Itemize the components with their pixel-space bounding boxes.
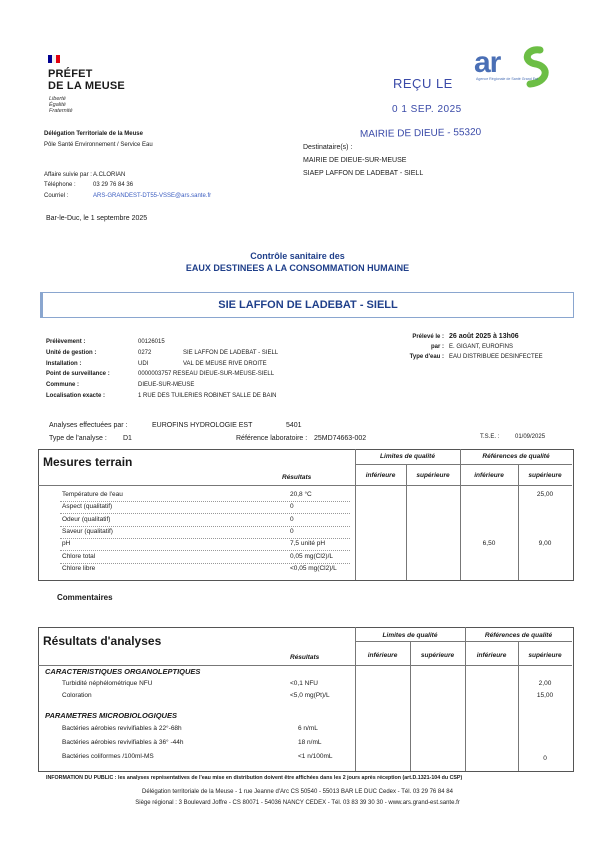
unite-name: SIE LAFFON DE LADEBAT - SIELL (183, 350, 279, 356)
ra-ref-inf-header: inférieure (476, 652, 507, 659)
mt-ref-sup-header: supérieure (528, 472, 562, 479)
mt-limites-header: Limites de qualité (380, 453, 435, 460)
ra-row-result: <5,0 mg(Pt)/L (290, 692, 330, 699)
prelevement-label: Prélèvement : (46, 339, 86, 345)
mt-row-result: 0,05 mg(Cl2)/L (290, 552, 333, 560)
mt-row-result: 0 (290, 515, 294, 523)
mt-row-name: Chlore total (62, 552, 96, 560)
mt-row-divider (60, 526, 350, 527)
telephone-value: 03 29 76 84 36 (93, 182, 134, 188)
mt-row-name: pH (62, 540, 71, 548)
prelevement-value: 00126015 (138, 339, 165, 345)
mt-row-divider (60, 563, 350, 564)
ra-limites-header: Limites de qualité (382, 632, 438, 639)
ra-row-ref-sup: 2,00 (538, 680, 552, 687)
ra-row-ref-sup: 0 (543, 755, 547, 762)
ra-row-name: Bactéries aérobies revivifiables à 22°-68h (62, 725, 182, 732)
pole-name: Pôle Santé Environnement / Service Eau (44, 142, 153, 148)
type-eau-label: Type d'eau : (409, 354, 444, 360)
localisation-label: Localisation exacte : (46, 393, 106, 399)
mt-row-result: 0 (290, 527, 294, 535)
tse-value: 01/09/2025 (515, 434, 546, 440)
mt-row-name: Saveur (qualitatif) (62, 527, 113, 535)
preleve-value: 26 août 2025 à 13h06 (449, 333, 519, 340)
point-label: Point de surveillance : (46, 371, 110, 377)
mt-lim-inf-header: inférieure (365, 472, 396, 479)
motto-liberte: Liberté (49, 96, 66, 102)
ra-row-name: Turbidité néphélométrique NFU (62, 680, 153, 687)
installation-name: VAL DE MEUSE RIVE DROITE (183, 361, 267, 367)
destinataires-label: Destinataire(s) : (303, 144, 353, 151)
ra-references-header: Références de qualité (484, 632, 553, 639)
ra-row-name: Bactéries coliformes /100ml-MS (62, 753, 154, 760)
installation-code: UDI (138, 361, 149, 367)
commune-value: DIEUE-SUR-MEUSE (138, 382, 195, 388)
unit-title-box (40, 292, 574, 318)
type-analyse-value: D1 (123, 435, 132, 442)
unite-code: 0272 (138, 350, 152, 356)
ra-row-name: Bactéries aérobies revivifiables à 36° -44h (62, 739, 184, 746)
title-line2: EAUX DESTINEES A LA CONSOMMATION HUMAINE (185, 263, 410, 273)
republic-motto (49, 96, 73, 114)
motto-fraternite: Fraternité (49, 108, 73, 114)
ref-labo-value: 25MD74663-002 (314, 435, 367, 442)
affaire-label: Affaire suivie par : (44, 172, 92, 178)
unite-label: Unité de gestion : (46, 350, 97, 356)
courriel-label: Courriel : (44, 193, 69, 199)
ars-tagline: Agence Régionale de Santé Grand Est (476, 77, 538, 81)
mt-row-divider (60, 538, 350, 539)
ra-lim-inf-header: inférieure (367, 652, 398, 659)
resultats-analyses-title: Résultats d'analyses (43, 634, 162, 648)
ra-row-result: 6 n/mL (298, 725, 318, 732)
mt-row-name: Odeur (qualitatif) (62, 515, 111, 523)
ra-lim-sup-header: supérieure (420, 652, 455, 659)
mt-ref-inf-header: inférieure (474, 472, 504, 479)
mt-row-result: 7,5 unité pH (290, 540, 326, 548)
mt-row-ref-sup: 25,00 (536, 491, 554, 498)
prefet-line1: PRÉFET (48, 68, 93, 80)
ra-row-name: Coloration (62, 692, 92, 699)
stamp-mairie: MAIRIE DE DIEUE - 55320 (359, 126, 482, 141)
category-organoleptiques: CARACTERISTIQUES ORGANOLEPTIQUES (45, 667, 201, 676)
stamp-date: 0 1 SEP. 2025 (392, 104, 462, 115)
delegation-name: Délégation Territoriale de la Meuse (44, 131, 143, 137)
preleve-label: Prélevé le : (412, 334, 444, 340)
motto-egalite: Égalité (49, 102, 66, 108)
mt-row-name: Chlore libre (62, 564, 96, 572)
commentaires-label: Commentaires (57, 593, 113, 602)
ref-labo-label: Référence laboratoire : (236, 435, 308, 442)
mt-row-name: Température de l'eau (62, 491, 123, 498)
category-microbiologiques: PARAMETRES MICROBIOLOGIQUES (45, 711, 177, 720)
footer-info-text: les analyses représentatives de l'eau mise en distribution doivent être affichées dans les 2 jours après réception (art.D.1321-104 du CSP) (118, 775, 463, 781)
analyses-effectuees-label: Analyses effectuées par : (49, 422, 128, 429)
stamp-recu: REÇU LE (393, 76, 453, 91)
lab-code: 5401 (286, 422, 302, 429)
footer-siege-address: Siège régional : 3 Boulevard Joffre - CS 80071 - 54036 NANCY CEDEX - Tél. 03 83 39 30 30 - www.ars.grand-est.sante.fr (135, 800, 460, 806)
resultats-analyses-table (38, 627, 574, 772)
mt-row-divider (60, 513, 350, 514)
mt-row-result: 0 (290, 503, 294, 511)
mt-references-header: Références de qualité (482, 453, 550, 460)
installation-label: Installation : (46, 361, 82, 367)
mt-lim-sup-header: supérieure (416, 472, 450, 479)
par-value: E. GIGANT, EUROFINS (449, 344, 514, 350)
title-line1: Contrôle sanitaire des (250, 251, 345, 261)
analyses-effectuees-value: EUROFINS HYDROLOGIE EST (152, 422, 253, 429)
prefet-title (48, 68, 125, 92)
telephone-label: Téléphone : (44, 182, 76, 188)
ra-ref-sup-header: supérieure (528, 652, 562, 659)
footer-delegation-address: Délégation territoriale de la Meuse - 1 rue Jeanne d'Arc CS 50540 - 55013 BAR LE DUC Cedex - Tél. 03 29 76 84 84 (142, 789, 453, 795)
courriel-link[interactable]: ARS-GRANDEST-DT55-VSSE@ars.sante.fr (93, 193, 212, 199)
destinataire-2: SIAEP LAFFON DE LADEBAT - SIELL (303, 170, 424, 177)
mesures-terrain-title: Mesures terrain (43, 455, 133, 469)
mt-row-ref-sup: 9,00 (538, 540, 552, 548)
ra-row-result: 18 n/mL (298, 739, 322, 746)
mt-row-divider (60, 501, 350, 502)
svg-text:ar: ar (474, 46, 501, 79)
mt-row-result: 20,8 °C (290, 491, 312, 498)
ra-row-result: <1 n/100mL (298, 753, 333, 760)
destinataire-1: MAIRIE DE DIEUE-SUR-MEUSE (303, 157, 407, 164)
footer-info (46, 775, 462, 781)
ars-logo (474, 42, 564, 94)
mt-row-ref-inf: 6,50 (482, 540, 496, 548)
tse-label: T.S.E. : (480, 434, 500, 440)
ra-row-result: <0,1 NFU (290, 680, 318, 687)
ra-resultats-header: Résultats (290, 654, 320, 661)
mt-row-result: <0,05 mg(Cl2)/L (290, 564, 337, 572)
unit-title: SIE LAFFON DE LADEBAT - SIELL (218, 299, 398, 311)
affaire-value: A.CLORIAN (93, 172, 126, 178)
republique-flag-icon (48, 55, 60, 63)
point-value: 0000003757 RESEAU DIEUE-SUR-MEUSE-SIELL (138, 371, 275, 377)
footer-info-label: INFORMATION DU PUBLIC : (46, 775, 117, 781)
mt-resultats-header: Résultats (282, 474, 312, 481)
type-analyse-label: Type de l'analyse : (49, 435, 107, 442)
localisation-value: 1 RUE DES TUILERIES ROBINET SALLE DE BAIN (138, 393, 277, 399)
par-label: par : (430, 344, 444, 350)
mt-row-name: Aspect (qualitatif) (62, 503, 113, 511)
prefet-line2: DE LA MEUSE (48, 80, 125, 92)
commune-label: Commune : (46, 382, 79, 388)
mt-row-divider (60, 550, 350, 551)
place-date: Bar-le-Duc, le 1 septembre 2025 (46, 215, 148, 222)
type-eau-value: EAU DISTRIBUEE DESINFECTEE (449, 354, 543, 360)
ra-row-ref-sup: 15,00 (536, 692, 554, 699)
